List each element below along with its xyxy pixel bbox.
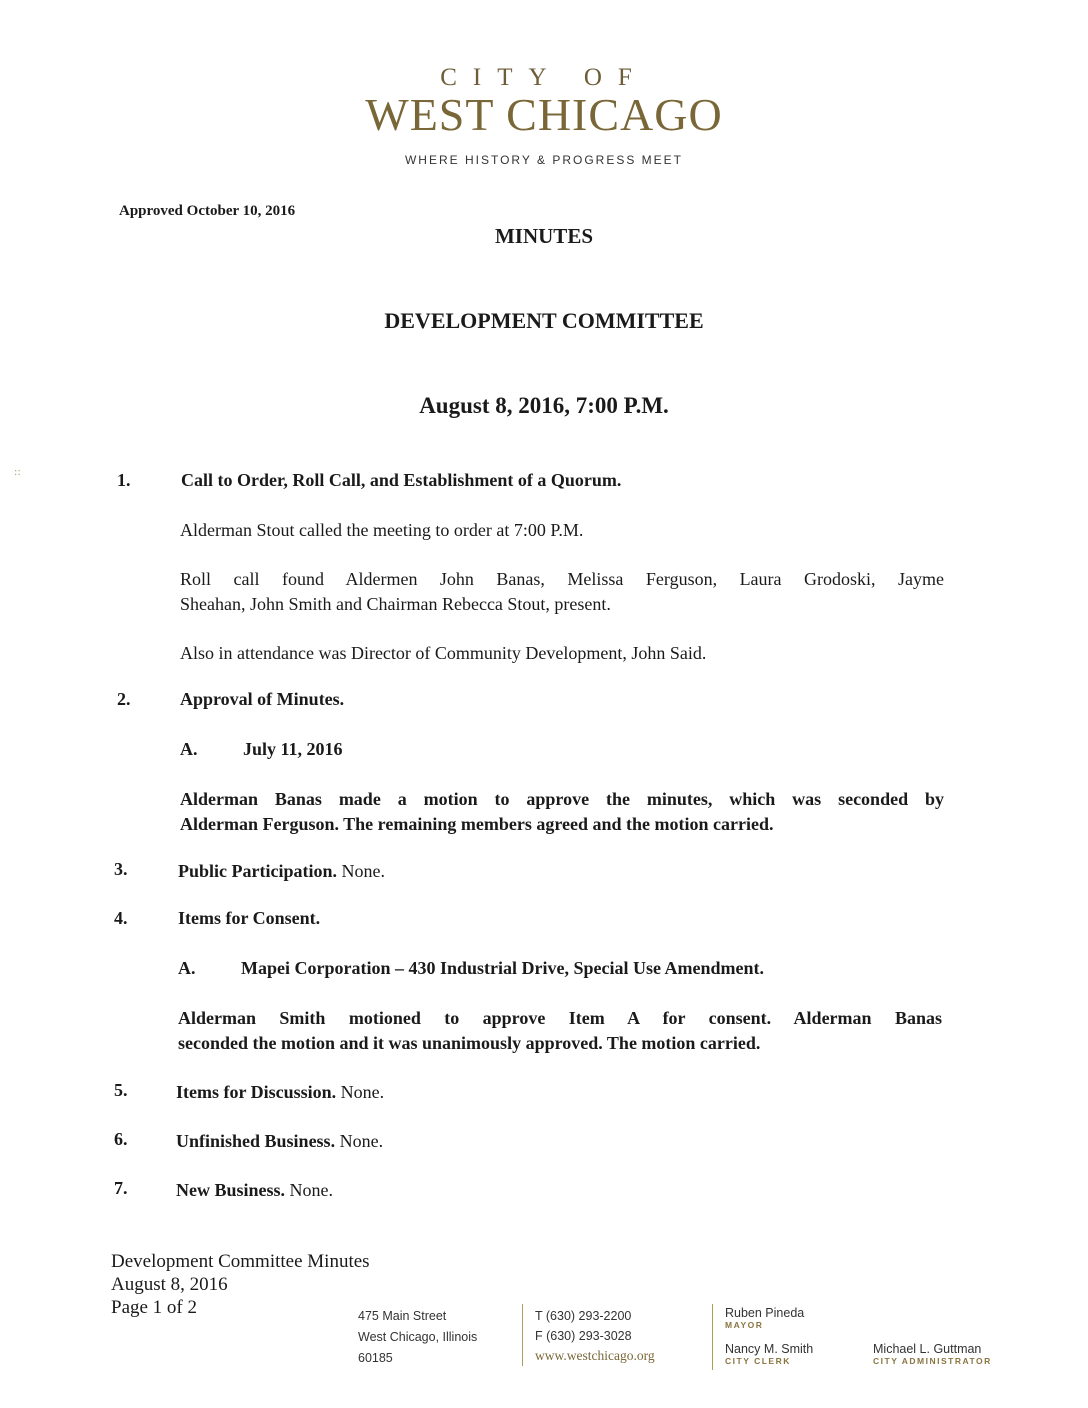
approved-date: Approved October 10, 2016 xyxy=(119,203,296,219)
item-2-motion-line-2: Alderman Ferguson. The remaining members agreed and the motion carried. xyxy=(180,814,774,834)
footer-mayor xyxy=(725,1306,804,1330)
item-4-sub-letter: A. xyxy=(178,958,196,978)
roll-call-line-1: Roll call found Aldermen John Banas, Melissa Ferguson, Laura Grodoski, Jayme xyxy=(180,569,944,589)
roll-call-line-2: Sheahan, John Smith and Chairman Rebecca Stout, present. xyxy=(180,594,611,614)
item-2-heading: Approval of Minutes. xyxy=(180,689,345,709)
footer-contact xyxy=(535,1306,655,1366)
meeting-date: August 8, 2016, 7:00 P.M. xyxy=(419,393,669,418)
letterhead-tagline: WHERE HISTORY & PROGRESS MEET xyxy=(404,153,684,167)
item-7-number: 7. xyxy=(114,1178,128,1198)
committee-name: DEVELOPMENT COMMITTEE xyxy=(384,308,704,333)
item-2-number: 2. xyxy=(117,689,131,709)
item-6-number: 6. xyxy=(114,1129,128,1149)
phone-number: T (630) 293-2200 xyxy=(535,1309,632,1323)
footer-divider xyxy=(522,1304,523,1366)
item-4-heading: Items for Consent. xyxy=(178,908,321,928)
item-2-sub-letter: A. xyxy=(180,739,198,759)
footer-document-info xyxy=(111,1250,370,1319)
letterhead-city-of: CITY OF xyxy=(440,64,648,91)
footer-date: August 8, 2016 xyxy=(111,1274,228,1295)
item-7-heading: New Business. xyxy=(176,1180,286,1200)
item-4-motion-text xyxy=(178,1006,942,1056)
item-1-attendance-text: Also in attendance was Director of Community Development, John Said. xyxy=(180,643,707,663)
item-2-motion-text xyxy=(180,787,944,837)
administrator-title: CITY ADMINISTRATOR xyxy=(873,1356,992,1366)
item-4-sub-heading: Mapei Corporation – 430 Industrial Drive, Special Use Amendment. xyxy=(241,958,764,978)
item-3-line xyxy=(178,859,385,884)
footer-clerk xyxy=(725,1342,813,1366)
item-3-number: 3. xyxy=(114,859,128,879)
clerk-title: CITY CLERK xyxy=(725,1356,791,1366)
footer-administrator xyxy=(873,1342,992,1366)
address-city: West Chicago, Illinois xyxy=(358,1330,478,1344)
item-5-number: 5. xyxy=(114,1080,128,1100)
mayor-name: Ruben Pineda xyxy=(725,1306,805,1320)
item-3-rest: None. xyxy=(337,861,385,881)
footer-page-number: Page 1 of 2 xyxy=(111,1297,198,1318)
footer-divider xyxy=(712,1304,713,1370)
address-zip: 60185 xyxy=(358,1351,393,1365)
document-title: MINUTES xyxy=(494,224,594,248)
administrator-name: Michael L. Guttman xyxy=(873,1342,982,1356)
item-1-call-to-order-text: Alderman Stout called the meeting to order at 7:00 P.M. xyxy=(180,520,584,540)
item-5-line xyxy=(176,1080,384,1105)
margin-mark: :: xyxy=(14,467,21,478)
item-5-rest: None. xyxy=(336,1082,385,1102)
item-1-roll-call-text xyxy=(180,567,944,617)
footer-doc-title: Development Committee Minutes xyxy=(111,1251,370,1272)
item-1-number: 1. xyxy=(117,470,131,490)
clerk-name: Nancy M. Smith xyxy=(725,1342,814,1356)
item-6-rest: None. xyxy=(335,1131,384,1151)
item-1-heading: Call to Order, Roll Call, and Establishment of a Quorum. xyxy=(181,470,622,490)
item-4-number: 4. xyxy=(114,908,128,928)
address-street: 475 Main Street xyxy=(358,1309,447,1323)
item-7-line xyxy=(176,1178,333,1203)
footer-address xyxy=(358,1306,477,1369)
fax-number: F (630) 293-3028 xyxy=(535,1329,632,1343)
item-2-sub-heading: July 11, 2016 xyxy=(243,739,343,759)
item-5-heading: Items for Discussion. xyxy=(176,1082,337,1102)
item-3-heading: Public Participation. xyxy=(178,861,337,881)
mayor-title: MAYOR xyxy=(725,1320,764,1330)
item-4-motion-line-1: Alderman Smith motioned to approve Item A for consent. Alderman Banas xyxy=(178,1008,942,1028)
item-2-motion-line-1: Alderman Banas made a motion to approve the minutes, which was seconded by xyxy=(180,789,944,809)
item-7-rest: None. xyxy=(285,1180,334,1200)
item-4-motion-line-2: seconded the motion and it was unanimously approved. The motion carried. xyxy=(178,1033,761,1053)
website-link[interactable]: www.westchicago.org xyxy=(535,1348,655,1363)
letterhead-city-name: WEST CHICAGO xyxy=(365,89,723,140)
item-6-line xyxy=(176,1129,383,1154)
item-6-heading: Unfinished Business. xyxy=(176,1131,336,1151)
